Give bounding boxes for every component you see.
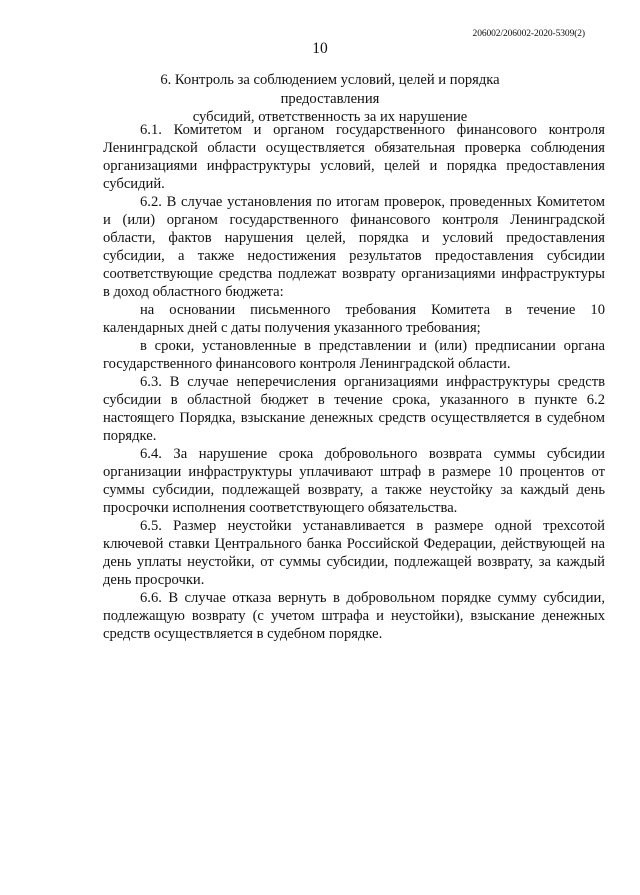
paragraph-6-4: 6.4. За нарушение срока добровольного возврата суммы субсидии организации инфраструктуры уплачивают штраф в размере 10 процентов от суммы субсидии, подлежащей возврату, а также неустойку за каждый день просрочки исполнения соответствующего обязательства. [103,446,605,516]
paragraph-6-1: 6.1. Комитетом и органом государственного финансового контроля Ленинградской области осуществляется обязательная проверка соблюдения организациями инфраструктуры условий, целей и порядка предоставления субсидий. [103,122,605,192]
paragraph-6-6: 6.6. В случае отказа вернуть в добровольном порядке сумму субсидии, подлежащую возврату (с учетом штрафа и неустойки), взыскание денежных средств осуществляется в судебном порядке. [103,590,605,642]
paragraph-6-3: 6.3. В случае неперечисления организациями инфраструктуры средств субсидии в областной бюджет в течение срока, указанного в пункте 6.2 настоящего Порядка, взыскание денежных средств осуществляется в судебном порядке. [103,374,605,444]
page-number: 10 [312,40,328,57]
section-body [103,121,605,643]
paragraph-6-5: 6.5. Размер неустойки устанавливается в размере одной трехсотой ключевой ставки Центрального банка Российской Федерации, действующей на день уплаты неустойки, от суммы субсидии, подлежащей возврату, за каждый день просрочки. [103,518,605,588]
paragraph-6-2-item-1: на основании письменного требования Комитета в течение 10 календарных дней с даты получения указанного требования; [103,302,605,336]
section-heading-line-1: 6. Контроль за соблюдением условий, целей и порядка предоставления [160,72,500,107]
section-heading [110,71,550,127]
paragraph-6-2-item-2: в сроки, установленные в представлении и (или) предписании органа государственного финансового контроля Ленинградской области. [103,338,605,372]
document-code: 206002/206002-2020-5309(2) [472,29,585,39]
section-heading-line-2: субсидий, ответственность за их нарушение [192,109,468,125]
paragraph-6-2: 6.2. В случае установления по итогам проверок, проведенных Комитетом и (или) органом государственного финансового контроля Ленинградской области, фактов нарушения целей, порядка и условий предоставления субсидии, а также недостижения результатов предоставления субсидии соответствующие средства подлежат возврату организациями инфраструктуры в доход областного бюджета: [103,194,605,300]
